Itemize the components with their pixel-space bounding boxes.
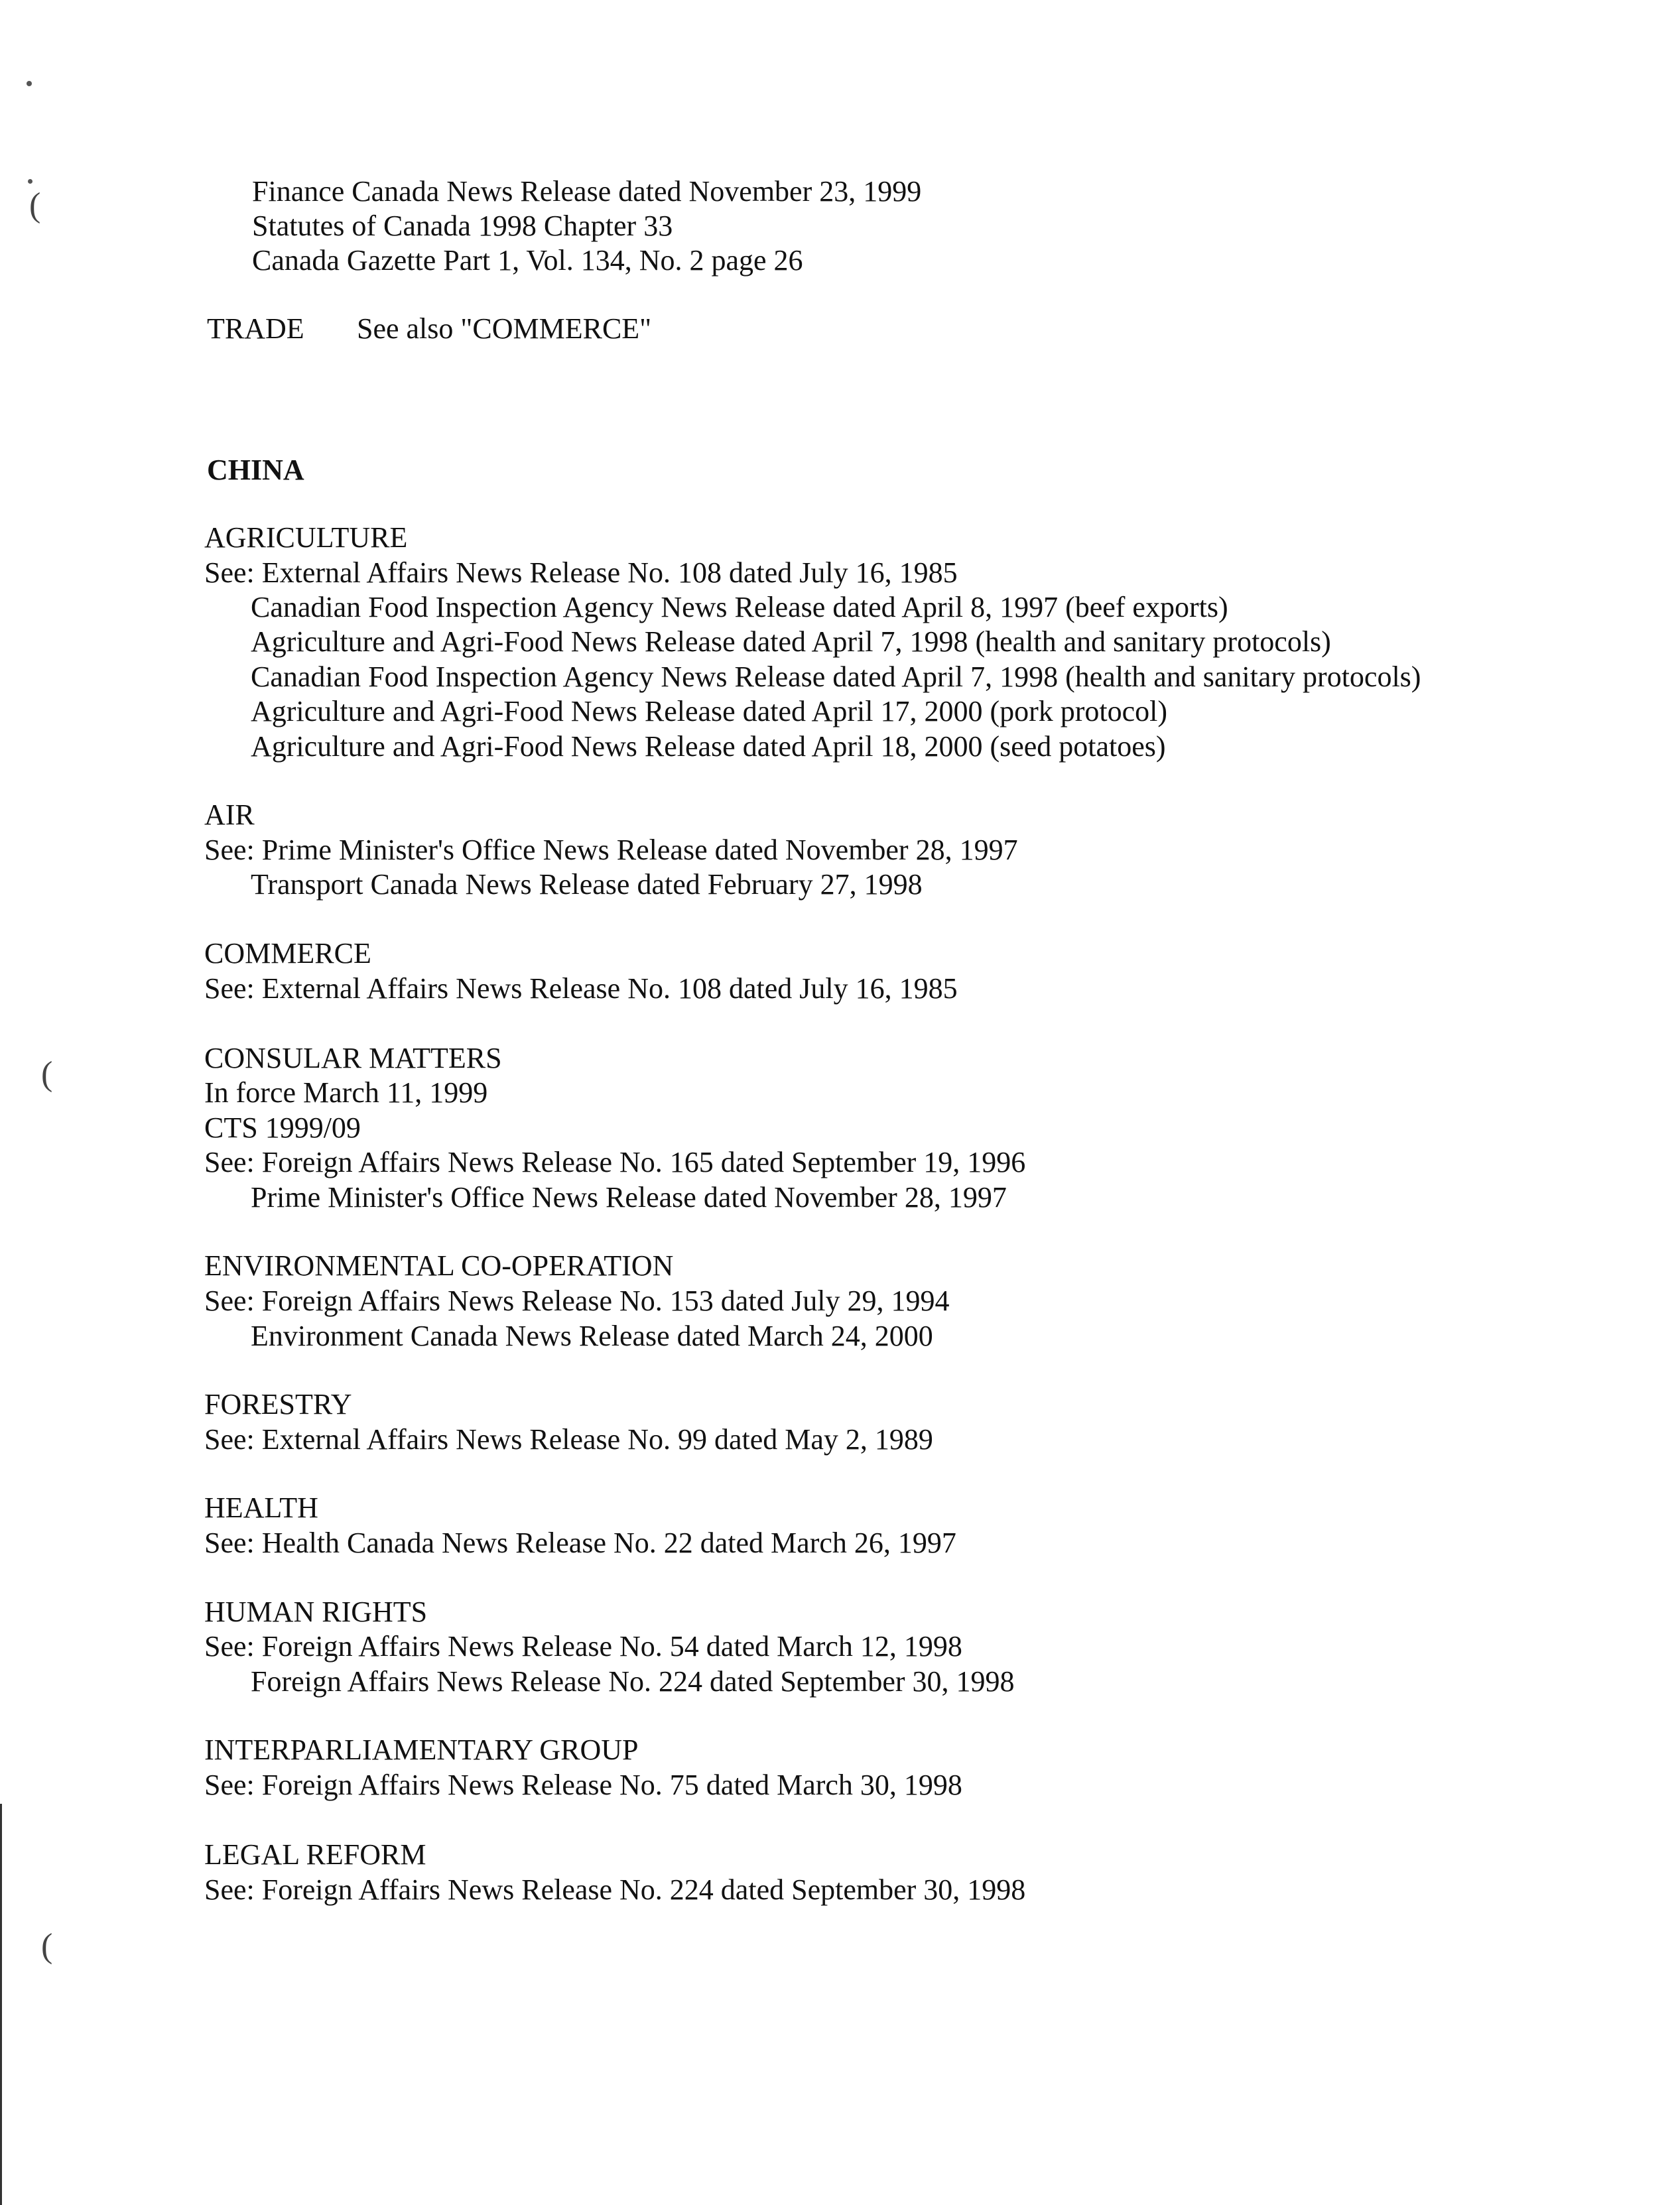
scan-paren-mark: (: [41, 1927, 53, 1965]
section-heading: INTERPARLIAMENTARY GROUP: [204, 1733, 639, 1766]
section-line: See: Foreign Affairs News Release No. 54 dated March 12, 1998: [204, 1630, 962, 1663]
section-line: In force March 11, 1999: [204, 1076, 488, 1109]
section-heading: AIR: [204, 798, 255, 831]
trade-reference: See also "COMMERCE": [357, 312, 652, 345]
section-line: Transport Canada News Release dated February 27, 1998: [251, 868, 923, 901]
section-heading: ENVIRONMENTAL CO-OPERATION: [204, 1249, 674, 1282]
section-line: Agriculture and Agri-Food News Release dated April 7, 1998 (health and sanitary protocols): [251, 625, 1331, 658]
header-ref-line: Finance Canada News Release dated November 23, 1999: [252, 175, 922, 208]
section-line: See: External Affairs News Release No. 108 dated July 16, 1985: [204, 972, 958, 1005]
section-heading: CONSULAR MATTERS: [204, 1042, 502, 1074]
header-ref-line: Statutes of Canada 1998 Chapter 33: [252, 210, 673, 242]
section-line: Foreign Affairs News Release No. 224 dated September 30, 1998: [251, 1665, 1015, 1698]
section-heading: COMMERCE: [204, 937, 371, 970]
scan-speck: [28, 179, 32, 184]
section-line: Agriculture and Agri-Food News Release dated April 17, 2000 (pork protocol): [251, 695, 1168, 727]
section-line: Canadian Food Inspection Agency News Release dated April 7, 1998 (health and sanitary protocols): [251, 661, 1421, 693]
section-line: Prime Minister's Office News Release dated November 28, 1997: [251, 1181, 1007, 1214]
scan-speck: [27, 81, 32, 86]
section-line: See: Foreign Affairs News Release No. 75 dated March 30, 1998: [204, 1769, 962, 1801]
header-ref-line: Canada Gazette Part 1, Vol. 134, No. 2 page 26: [252, 244, 803, 277]
section-line: Environment Canada News Release dated March 24, 2000: [251, 1320, 933, 1352]
section-line: Agriculture and Agri-Food News Release dated April 18, 2000 (seed potatoes): [251, 730, 1166, 763]
country-heading: CHINA: [207, 454, 304, 486]
section-line: See: External Affairs News Release No. 99 dated May 2, 1989: [204, 1423, 933, 1456]
section-heading: HUMAN RIGHTS: [204, 1596, 428, 1628]
section-line: See: Foreign Affairs News Release No. 153 dated July 29, 1994: [204, 1285, 950, 1317]
section-heading: LEGAL REFORM: [204, 1838, 426, 1871]
section-line: See: Health Canada News Release No. 22 dated March 26, 1997: [204, 1527, 956, 1559]
section-heading: FORESTRY: [204, 1388, 352, 1420]
scan-paren-mark: (: [29, 186, 41, 224]
section-heading: AGRICULTURE: [204, 521, 408, 554]
scan-paren-mark: (: [41, 1055, 53, 1093]
section-heading: HEALTH: [204, 1491, 318, 1524]
trade-label: TRADE: [207, 312, 304, 345]
section-line: CTS 1999/09: [204, 1111, 361, 1144]
section-line: Canadian Food Inspection Agency News Release dated April 8, 1997 (beef exports): [251, 591, 1228, 623]
section-line: See: External Affairs News Release No. 108 dated July 16, 1985: [204, 556, 958, 589]
section-line: See: Foreign Affairs News Release No. 165 dated September 19, 1996: [204, 1146, 1026, 1178]
section-line: See: Foreign Affairs News Release No. 224 dated September 30, 1998: [204, 1873, 1026, 1906]
section-line: See: Prime Minister's Office News Release dated November 28, 1997: [204, 834, 1018, 866]
scan-edge-line: [0, 1804, 2, 2205]
trade-entry: [207, 312, 1135, 346]
